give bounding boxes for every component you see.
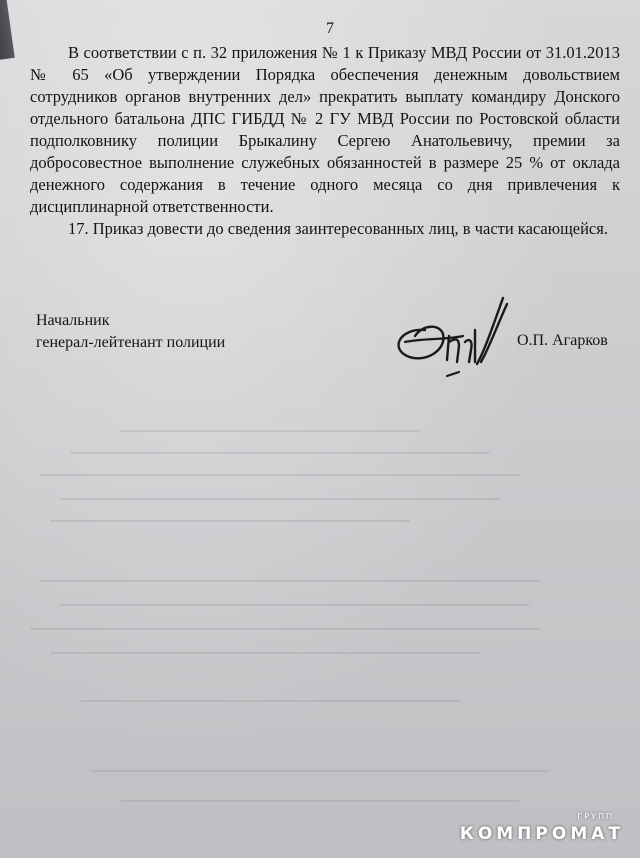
bleed-line: [50, 520, 410, 522]
bleed-line: [70, 452, 490, 454]
signature-position: [36, 310, 225, 354]
bleed-line: [120, 800, 520, 802]
watermark-logo: [459, 812, 624, 844]
bleed-line: [40, 580, 540, 582]
position-rank: генерал-лейтенант полиции: [36, 334, 226, 351]
bleed-line: [80, 700, 460, 702]
bleed-line: [30, 628, 540, 630]
binder-edge: [0, 0, 15, 62]
handwritten-signature: [385, 290, 515, 390]
bleed-line: [40, 474, 520, 476]
paragraph-17: 17. Приказ довести до сведения заинтересованных лиц, в части касающейся.: [68, 219, 608, 238]
bleed-line: [60, 498, 500, 500]
bleed-line: [90, 770, 550, 772]
page-number: 7: [326, 20, 334, 37]
bleed-line: [120, 430, 420, 432]
bleed-line: [60, 604, 530, 606]
position-title: Начальник: [36, 312, 110, 329]
watermark-main-text: КОМПРОМАТ: [459, 824, 624, 844]
signer-name: О.П. Агарков: [517, 332, 608, 349]
paragraph-16: В соответствии с п. 32 приложения № 1 к Приказу МВД России от 31.01.2013 № 65 «Об утверждении Порядка обеспечения денежным довольствием сотрудников органов внутренних дел» прекратить выплату командиру Донского отдельного батальона ДПС ГИБДД № 2 ГУ МВД России по Ростовской области подполковнику полиции Брыкалину Сергею Анатольевичу, премии за добросовестное выполнение служебных обязанностей в размере 25 % от оклада денежного содержания в течение одного месяца со дня привлечения к дисциплинарной ответственности.: [30, 43, 620, 216]
bleed-line: [50, 652, 480, 654]
document-body: [30, 20, 620, 240]
watermark-small-text: ГРУПП: [577, 812, 614, 821]
